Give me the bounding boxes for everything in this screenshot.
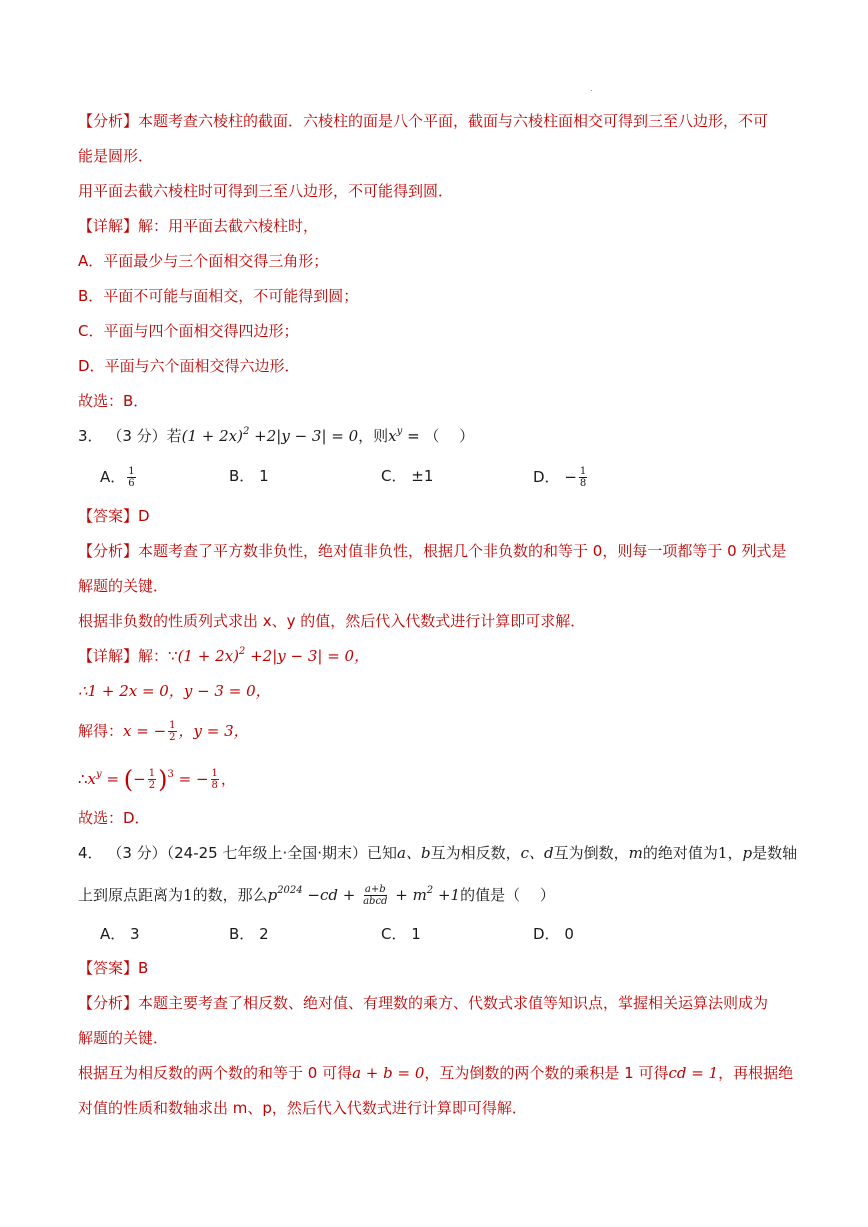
analysis-tag: 【分析】: [78, 994, 139, 1012]
question-score: （3 分）若: [107, 427, 182, 445]
answer-value: D: [138, 507, 150, 525]
answer-value: B: [138, 959, 149, 977]
question-number: 4．: [78, 844, 103, 862]
stem-ask: ，则: [358, 427, 389, 445]
q4-stem-line-2: 上到原点距离为1的数，那么$p^{2024} -cd$ + $\frac{a+b}{\text{abcd}}$ + $m^2 +1$的值是（ ）: [78, 884, 555, 907]
q3-conclusion: 故选：D．: [78, 809, 150, 827]
q2-item-b: B．平面不可能与面相交，不可能得到圆；: [78, 287, 359, 305]
q2-item-a: A．平面最少与三个面相交得三角形；: [78, 252, 329, 270]
answer-tag: 【答案】: [78, 507, 139, 525]
detail-tag: 【详解】: [78, 217, 139, 235]
answer-tag: 【答案】: [78, 959, 139, 977]
q2-conclusion: 故选：B．: [78, 392, 149, 410]
q4-reason-line-2: 对值的性质和数轴求出 m、p，然后代入代数式进行计算即可得解．: [78, 1099, 527, 1117]
analysis-tag: 【分析】: [78, 542, 139, 560]
stem-ask-tail: = （ ）: [402, 427, 475, 445]
question-number: 3．: [78, 427, 103, 445]
q4-stem-line-1: 4． （3 分）（24-25 七年级上·全国·期末）已知a、b互为相反数，c、d互为倒数，m的绝对值为1，p是数轴: [78, 844, 798, 862]
q2-analysis-line-2: 能是圆形．: [78, 147, 154, 165]
q2-item-d: D．平面与六个面相交得六边形．: [78, 357, 300, 375]
stem-expr: $(1 + 2x)^2 +2|y - 3| = 0$: [181, 426, 359, 445]
q3-step-4: $\therefore x^y$ = (− $\frac{1}{2}$ )$^3$ = − $\frac{1}{8}$ ，: [78, 765, 236, 794]
page-dot: [591, 90, 592, 91]
q2-summary: 用平面去截六棱柱时可得到三至八边形，不可能得到圆．: [78, 182, 454, 200]
q3-stem: [78, 426, 474, 446]
q3-option-b: B． 1: [229, 467, 269, 485]
analysis-tag: 【分析】: [78, 112, 139, 130]
q3-option-a: A． $\frac{1}{6}$: [100, 466, 135, 489]
q4-option-c: C． 1: [381, 925, 421, 943]
q2-analysis-line-1: [78, 111, 768, 131]
q4-reason-line-1: 根据互为相反数的两个数的和等于 0 可得a + b = 0，互为倒数的两个数的乘积是 1 可得cd = 1，再根据绝: [78, 1064, 794, 1082]
q3-analysis-line-2: 解题的关键．: [78, 577, 169, 595]
q3-answer: [78, 506, 150, 526]
analysis-text: 本题考查六棱柱的截面．六棱柱的面是八个平面，截面与六棱柱面相交可得到三至八边形，不可: [138, 112, 769, 130]
q4-option-a: A． 3: [100, 925, 140, 943]
q3-detail: 【详解】解：∵(1 + 2x)$^2$ +2|y − 3| = 0，: [78, 646, 370, 665]
q4-answer: [78, 958, 148, 978]
q3-summary: 根据非负数的性质列式求出 x、y 的值，然后代入代数式进行计算即可求解．: [78, 612, 586, 630]
q3-step-2: ∴1 + 2x = 0，y − 3 = 0，: [78, 682, 271, 700]
q4-option-d: D． 0: [533, 925, 574, 943]
analysis-text: 本题考查了平方数非负性，绝对值非负性，根据几个非负数的和等于 0，则每一项都等于 0 列式是: [138, 542, 787, 560]
q2-detail: [78, 216, 318, 236]
detail-text: 解：用平面去截六棱柱时，: [138, 217, 319, 235]
q2-item-c: C．平面与四个面相交得四边形；: [78, 322, 299, 340]
q3-step-3: 解得：x = − $\frac{1}{2}$ ，y = 3，: [78, 720, 249, 743]
q4-analysis-line-1: [78, 993, 768, 1013]
q4-analysis-line-2: 解题的关键．: [78, 1029, 169, 1047]
q3-option-c: C． ±1: [381, 467, 434, 485]
analysis-text: 本题主要考查了相反数、绝对值、有理数的乘方、代数式求值等知识点，掌握相关运算法则成为: [138, 994, 769, 1012]
q3-option-d: D． − $\frac{1}{8}$: [533, 466, 587, 489]
q3-analysis-line-1: [78, 541, 786, 561]
q4-option-b: B． 2: [229, 925, 269, 943]
detail-tag: 【详解】: [78, 647, 139, 665]
stem-ask-expr: $x^y$: [388, 426, 403, 445]
